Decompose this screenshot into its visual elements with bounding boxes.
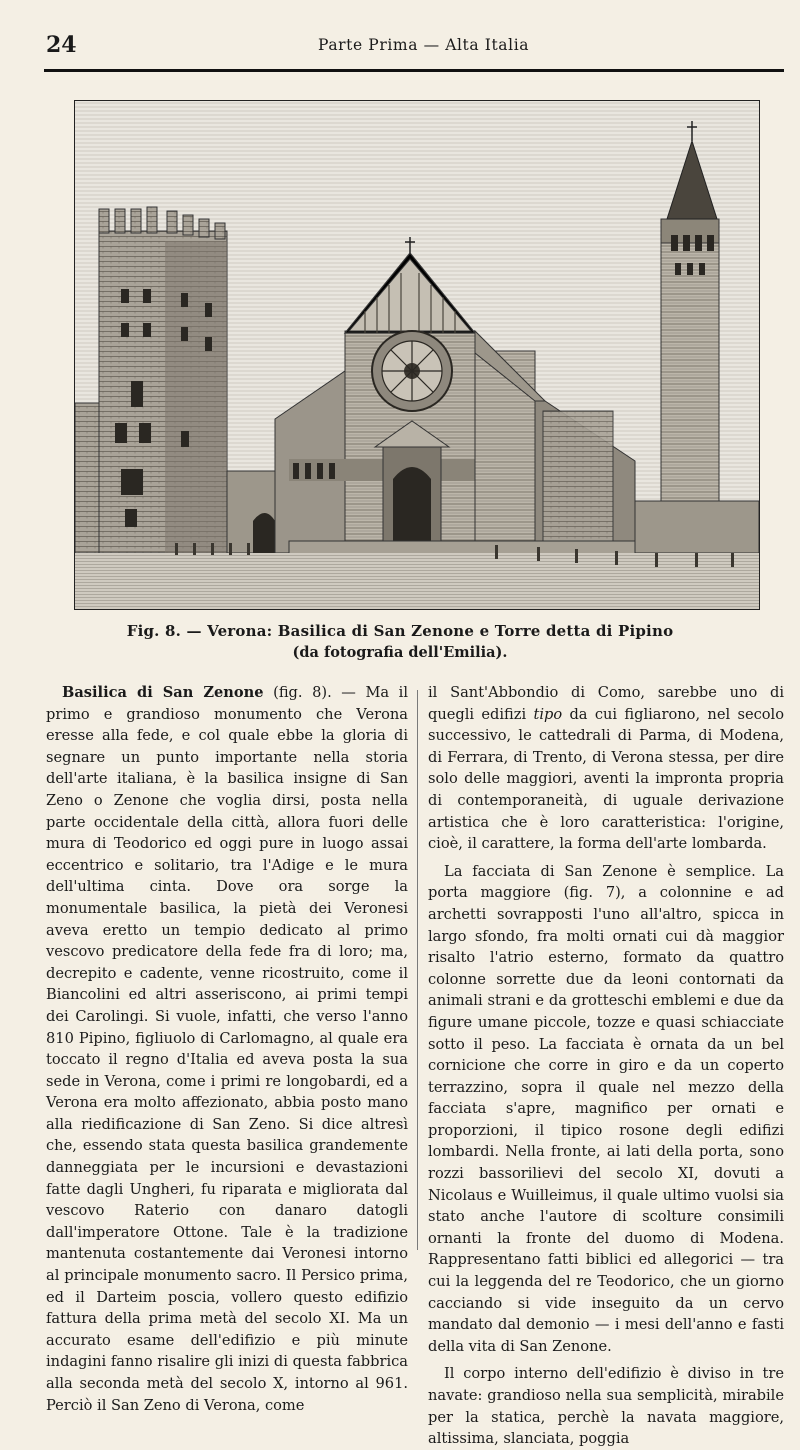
right-paragraph-1-text-b: da cui figliarono, nel secolo successivo, le cattedrali di Parma, di Modena, di Ferrara, di Trento, di Verona stessa, per dire solo delle maggiori, aventi la impronta propria di contemporaneità, di uguale derivazione artistica che è loro caratteristica: l'origine, cioè, il carattere, la forma dell'arte lombarda.	[428, 705, 784, 853]
basilica-engraving	[75, 101, 759, 609]
left-paragraph	[46, 682, 408, 1416]
section-heading: Basilica di San Zenone	[62, 684, 264, 701]
left-paragraph-text: (fig. 8). — Ma il primo e grandioso monumento che Verona eresse alla fede, e col quale ebbe la gloria di segnare un punto importante nella storia dell'arte italiana, è la basilica insigne di San Zeno o Zenone che voglia dirsi, posta nella parte occidentale della città, allora fuori delle mura di Teodorico ed oggi pure in luogo assai eccentrico e solitario, tra l'Adige e le mura dell'ultima cinta. Dove ora sorge la monumentale basilica, la pietà dei Veronesi aveva eretto un tempio dedicato al primo vescovo predicatore della fede fra di loro; ma, decrepito e cadente, venne ricostruito, come il Biancolini ed altri asseriscono, ai primi tempi dei Carolingi. Si vuole, infatti, che verso l'anno 810 Pipino, figliuolo di Carlomagno, al quale era toccato il regno d'Italia ed aveva posta la sua sede in Verona, come i primi re longobardi, ed a Verona era molto affezionato, abbia posto mano alla riedificazione di San Zeno. Si dice altresì che, essendo stata questa basilica grandemente danneggiata per le incursioni e devastazioni fatte dagli Ungheri, fu riparata e migliorata dal vescovo Raterio con danaro datogli dall'imperatore Ottone. Tale è la tradizione mantenuta costantemente dai Veronesi intorno al principale monumento sacro. Il Persico prima, ed il Darteim poscia, vollero questo edifizio fattura della prima metà del secolo XI. Ma un accurato esame dell'edifizio e più minute indagini fanno risalire gli inizi di questa fabbrica alla seconda metà del secolo X, intorno al 961. Perciò il San Zeno di Verona, come	[46, 684, 408, 1414]
right-paragraph-3: Il corpo interno dell'edifizio è diviso in tre navate: grandioso nella sua semplicità, mirabile per la statica, perchè la navata maggiore, altissima, slanciata, poggia	[428, 1365, 784, 1448]
figure-caption: Fig. 8. — Verona: Basilica di San Zenone e Torre detta di Pipino	[126, 622, 674, 640]
right-paragraph-1-text-a: il Sant'Abbondio di Como, sarebbe uno di quegli edifizi	[428, 684, 784, 723]
figure-credit: (da fotografia dell'Emilia).	[292, 644, 508, 661]
right-column	[428, 682, 784, 1450]
column-divider	[417, 690, 418, 1250]
left-column	[46, 682, 408, 1416]
right-paragraph-2: La facciata di San Zenone è semplice. La porta maggiore (fig. 7), a colonnine e ad archetti sovrapposti l'uno all'altro, spicca in largo sfondo, fra molti ornati cui dà maggior risalto l'atrio esterno, formato da quattro colonne sorrette due da leoni contornati da animali strani e da grotteschi emblemi e due da figure umane piccole, tozze e quasi schiacciate sotto il peso. La facciata è ornata da un bel cornicione che corre in giro e da un coperto terrazzino, sopra il quale nel mezzo della facciata s'apre, magnifico per ornati e proporzioni, il tipico rosone degli edifizi lombardi. Nella fronte, ai lati della porta, sono rozzi bassorilievi del secolo XI, dovuti a Nicolaus e Wuilleimus, il quale ultimo vuolsi sia stato anche l'autore di scolture consimili ornanti la fronte del duomo di Modena. Rappresentano fatti biblici ed allegorici — tra cui la leggenda del re Teodorico, che un giorno cacciando si vide inseguito da un cervo mandato dal demonio — i mesi dell'anno e fasti della vita di San Zenone.	[428, 862, 784, 1355]
engraving-illustration	[74, 100, 760, 610]
right-paragraph-1	[428, 682, 784, 855]
italic-term: tipo	[533, 705, 563, 723]
running-title: Parte Prima — Alta Italia	[318, 36, 530, 54]
page-number: 24	[46, 32, 77, 58]
header-rule	[44, 69, 784, 72]
